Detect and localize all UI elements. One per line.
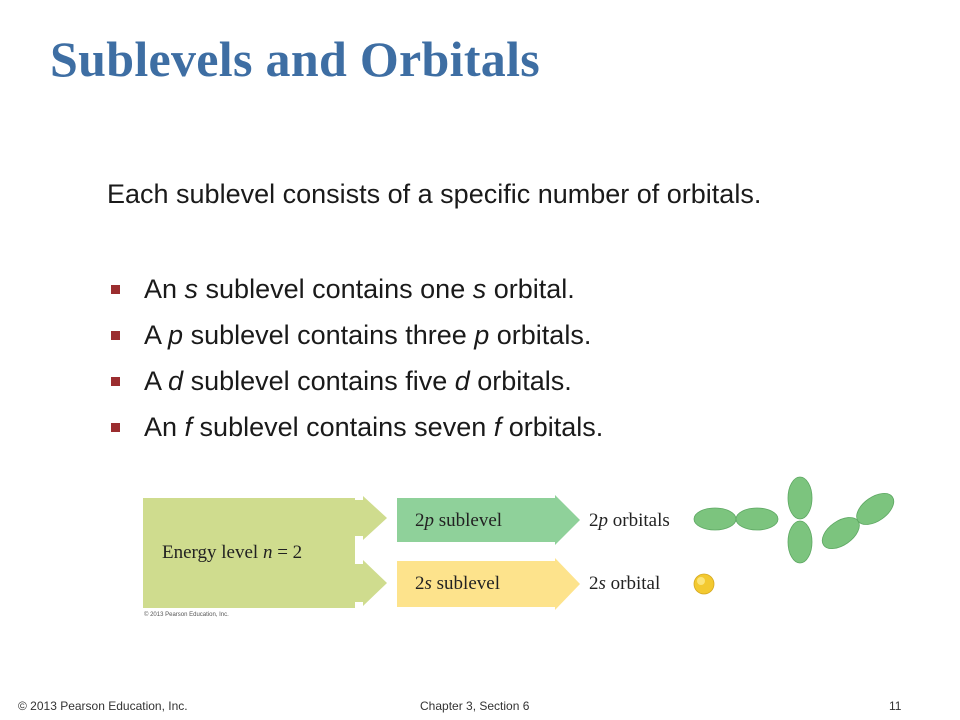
orbital-2s-label: 2s orbital bbox=[589, 573, 661, 594]
orbitals-2p-label: 2p orbitals bbox=[589, 510, 670, 531]
p-orbital-y-icon bbox=[788, 477, 812, 563]
square-bullet-icon bbox=[111, 377, 120, 386]
bullet-text: A p sublevel contains three p orbitals. bbox=[144, 320, 592, 350]
bullet-list bbox=[107, 266, 603, 450]
slide-title: Sublevels and Orbitals bbox=[50, 31, 541, 87]
bullet-text: An f sublevel contains seven f orbitals. bbox=[144, 412, 604, 442]
p-orbital-x-icon bbox=[694, 508, 778, 530]
energy-level-label: Energy level n = 2 bbox=[162, 542, 303, 563]
bullet-text: A d sublevel contains five d orbitals. bbox=[144, 366, 572, 396]
square-bullet-icon bbox=[111, 285, 120, 294]
square-bullet-icon bbox=[111, 331, 120, 340]
bullet-text: An s sublevel contains one s orbital. bbox=[144, 274, 575, 304]
bullet-item-d bbox=[107, 358, 603, 404]
intro-text: Each sublevel consists of a specific number of orbitals. bbox=[107, 179, 762, 209]
square-bullet-icon bbox=[111, 423, 120, 432]
bullet-item-s bbox=[107, 266, 603, 312]
bullet-item-p bbox=[107, 312, 603, 358]
footer-chapter: Chapter 3, Section 6 bbox=[420, 699, 530, 713]
bullet-item-f bbox=[107, 404, 603, 450]
p-orbital-z-icon bbox=[817, 487, 900, 555]
orbital-diagram bbox=[135, 472, 925, 632]
figure-credit: © 2013 Pearson Education, Inc. bbox=[144, 612, 229, 618]
page-number: 11 bbox=[889, 699, 902, 713]
sublevel-2s-label: 2s sublevel bbox=[415, 573, 500, 594]
footer-copyright: © 2013 Pearson Education, Inc. bbox=[18, 699, 188, 713]
sublevel-2p-label: 2p sublevel bbox=[415, 510, 503, 531]
s-orbital-icon bbox=[694, 574, 714, 594]
